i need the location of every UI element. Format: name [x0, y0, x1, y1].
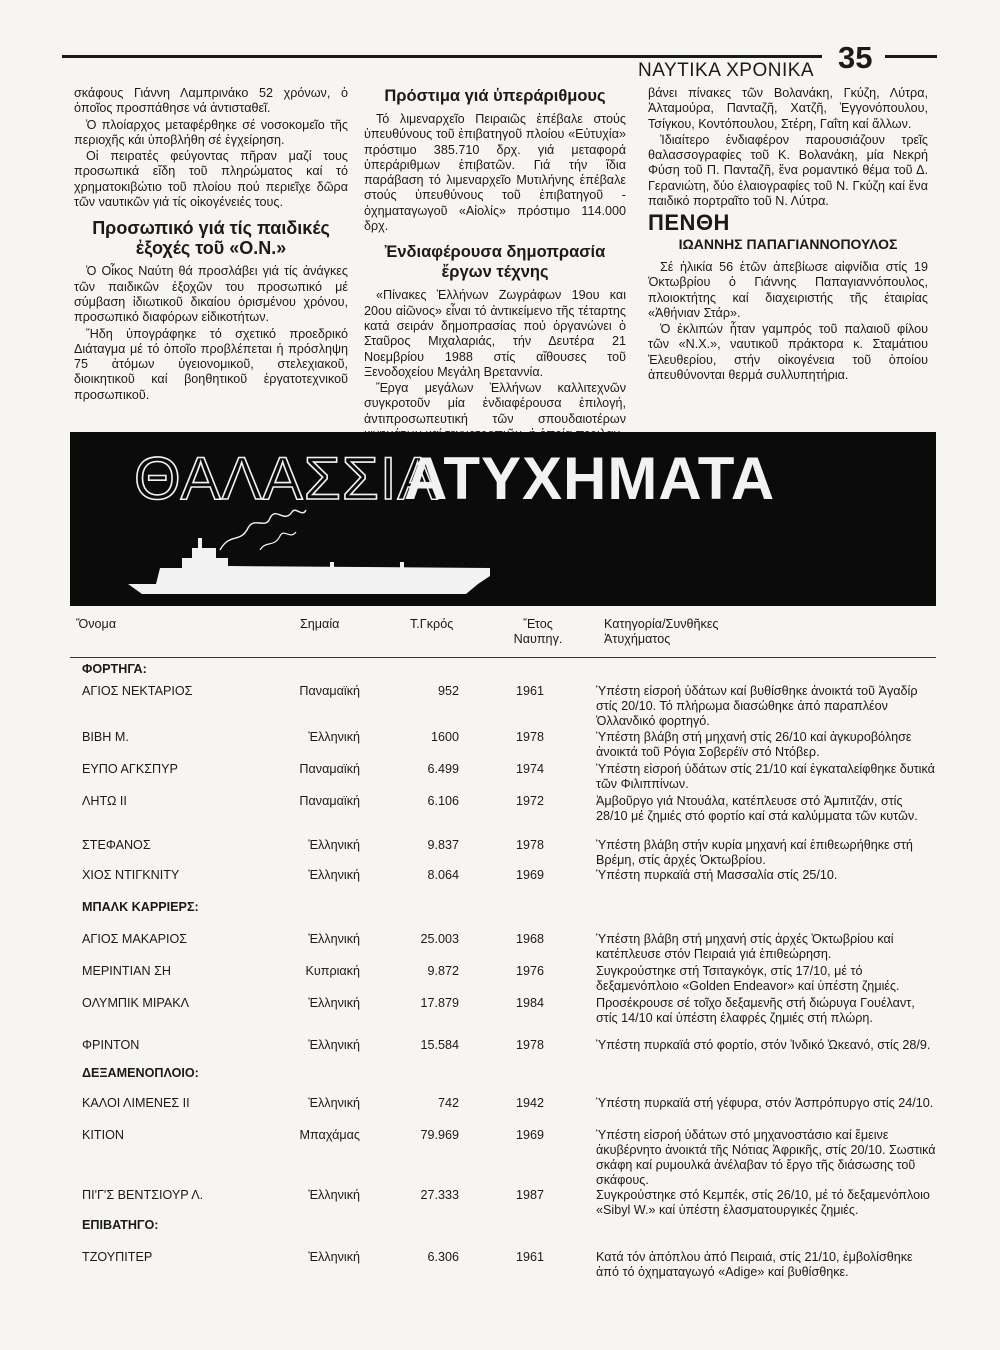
ship-year: 1974 — [515, 762, 545, 776]
ship-flag: Ἑλληνική — [308, 868, 360, 882]
ship-grt: 742 — [437, 1096, 459, 1110]
ship-name: ΚΙΤΙΟΝ — [82, 1128, 124, 1142]
banner-title-bold: ΑΤΥΧΗΜΑΤΑ — [404, 445, 776, 512]
ship-grt: 25.003 — [420, 932, 459, 946]
paragraph: Ὁ Οἶκος Ναύτη θά προσλάβει γιά τίς ἀνάγκες τῶν παιδικῶν ἐξοχῶν του προσωπικό μέ σύμβαση ἰδιωτικοῦ δικαίου ὁρισμένου χρόνου, προσωπικό διαφόρων εἰδικοτήτων. — [74, 264, 348, 325]
ship-name: ΚΑΛΟΙ ΛΙΜΕΝΕΣ ΙΙ — [82, 1096, 190, 1110]
category-bulk-carriers: ΜΠΑΛΚ ΚΑΡΡΙΕΡΣ: — [82, 900, 199, 914]
ship-flag: Ἑλληνική — [308, 996, 360, 1010]
accident-description: Ὑπέστη βλάβη στή μηχανή στίς ἀρχές Ὀκτωβρίου καί κατέπλευσε στόν Πειραιά γιά ἐπιθεώρηση. — [596, 932, 894, 961]
ship-year: 1961 — [515, 684, 545, 698]
column-header-description — [604, 617, 719, 647]
ship-grt: 6.106 — [427, 794, 459, 808]
ship-flag: Παναμαϊκή — [299, 762, 360, 776]
category-cargo: ΦΟΡΤΗΓΑ: — [82, 662, 147, 676]
ship-flag: Ἑλληνική — [308, 730, 360, 744]
paragraph: Σέ ἡλικία 56 ἐτῶν ἀπεβίωσε αἰφνίδια στίς 19 Ὀκτωβρίου ὁ Γιάννης Παπαγιαννόπουλος, πλοιοκτήτης καί διαχειριστής τῆς ἑταιρίας «Ἀθήνιαν Στάρ». — [648, 259, 928, 320]
ship-flag: Παναμαϊκή — [299, 794, 360, 808]
section-heading-obituaries: ΠΕΝΘΗ — [648, 210, 730, 236]
ship-name: ΕΥΠΟ ΑΓΚΣΠΥΡ — [82, 762, 178, 776]
ship-year: 1961 — [515, 1250, 545, 1264]
ship-year: 1942 — [515, 1096, 545, 1110]
paragraph: Ἔργα μεγάλων Ἑλλήνων καλλιτεχνῶν συγκροτοῦν μία ἐνδιαφέρουσα ἐπιλογή, ἀντιπροσωπευτική τῶν σπουδαιοτέρων — [364, 381, 626, 426]
column-header-flag: Σημαία — [300, 617, 340, 631]
section-banner — [70, 432, 936, 606]
ship-year: 1987 — [515, 1188, 545, 1202]
ship-grt: 6.306 — [427, 1250, 459, 1264]
ship-name: ΑΓΙΟΣ ΜΑΚΑΡΙΟΣ — [82, 932, 188, 946]
ship-flag: Ἑλληνική — [308, 932, 360, 946]
ship-grt: 79.969 — [420, 1128, 459, 1142]
ship-year: 1972 — [515, 794, 545, 808]
accident-description: Συγκρούστηκε στό Κεμπέκ, στίς 26/10, μέ τό δεξαμενόπλοιο «Sibyl W.» καί ὑπέστη ἐλασματουργικές ζημιές. — [596, 1188, 930, 1217]
ship-name: ΧΙΟΣ ΝΤΙΓΚΝΙΤΥ — [82, 868, 180, 882]
ship-grt: 1600 — [430, 730, 459, 744]
ship-year: 1968 — [515, 932, 545, 946]
accident-description: Ὑπέστη εἰσροή ὑδάτων στίς 21/10 καί ἐγκαταλείφθηκε δυτικά τῶν Φιλιππίνων. — [596, 762, 935, 791]
accident-description: Ὑπέστη πυρκαϊά στή γέφυρα, στόν Ἀσπρόπυργο στίς 24/10. — [596, 1096, 934, 1110]
obituary-name: ΙΩΑΝΝΗΣ ΠΑΠΑΓΙΑΝΝΟΠΟΥΛΟΣ — [678, 235, 898, 252]
column-header-year — [512, 617, 564, 647]
category-passenger: ΕΠΙΒΑΤΗΓΟ: — [82, 1218, 159, 1232]
category-tanker: ΔΕΞΑΜΕΝΟΠΛΟΙΟ: — [82, 1066, 199, 1080]
paragraph: σκάφους Γιάννη Λαμπρινάκο 52 χρόνων, ὁ ὁποῖος προσπάθησε νά ἀντισταθεῖ. — [74, 86, 348, 116]
paragraph: «Πίνακες Ἑλλήνων Ζωγράφων 19ου και 20ου αἰῶνος» εἶναι τό ἀντικείμενο τῆς τέταρτης κατά σειράν δημοπρασίας πού ὀργανώνει ὁ Σταῦρος Μιχαλαριάς, τήν Δευτέρα 21 Νοεμβρίου 1988 στίς αἴθουσες τοῦ Ξενοδοχείου Μεγάλη Βρεταννία. — [364, 288, 626, 379]
column-header-year-line-1: Ἔτος — [523, 617, 553, 631]
ship-grt: 952 — [437, 684, 459, 698]
column-header-name: Ὄνομα — [76, 617, 117, 631]
ship-year: 1978 — [515, 730, 545, 744]
ship-grt: 15.584 — [420, 1038, 459, 1052]
table-header-rule — [70, 657, 936, 658]
ship-grt: 27.333 — [420, 1188, 459, 1202]
accident-description: Ὑπέστη βλάβη στήν κυρία μηχανή καί ἐπιθεωρήθηκε στή Βρέμη, στίς ἀρχές Ὀκτωβρίου. — [596, 838, 913, 867]
ship-grt: 17.879 — [420, 996, 459, 1010]
ship-flag: Ἑλληνική — [308, 1096, 360, 1110]
paragraph: Ἰδιαίτερο ἐνδιαφέρον παρουσιάζουν τρεῖς θαλασσογραφίες τοῦ Κ. Βολανάκη, μία Νεκρή Φύση τοῦ Π. Πανταζῆ, ἕνα ρομαντικό θέμα τοῦ Δ. Γερανιώτη, δύο ἐλαιογραφίες τοῦ Ν. Γκύζη καί ἕνα παιδικό πορτραῖτο τοῦ Ν. Λύτρα. — [648, 132, 928, 209]
page-number: 35 — [838, 40, 873, 75]
ship-flag: Παναμαϊκή — [299, 684, 360, 698]
ship-flag: Κυπριακή — [305, 964, 360, 978]
header-rule-right — [885, 55, 937, 58]
ship-year: 1976 — [515, 964, 545, 978]
paragraph: Ἤδη ὑπογράφηκε τό σχετικό προεδρικό Διάταγμα μέ τό ὁποῖο προβλέπεται ἡ πρόσληψη 75 ἀτόμων ὑγειονομικοῦ, στελεχιακοῦ, διοικητικοῦ καί βοηθητικοῦ ἐργατοτεχνικοῦ προσωπικοῦ. — [74, 326, 348, 402]
accident-description: Ὑπέστη βλάβη στή μηχανή στίς 26/10 καί ἀγκυροβόλησε ἀνοικτά τοῦ Ρόγια Σοβερέϊν στό Ντόβερ. — [596, 730, 912, 759]
ship-name: ΑΓΙΟΣ ΝΕΚΤΑΡΙΟΣ — [82, 684, 193, 698]
paragraph: βάνει πίνακες τῶν Βολανάκη, Γκύζη, Λύτρα, Ἀλταμούρα, Πανταζῆ, Χατζῆ, Ἐγγονόπουλου, Τσίγκου, Κοντόπουλου, Στέρη, Γαΐτη καί ἄλλων. — [648, 86, 928, 131]
column-header-year-line-2: Ναυπηγ. — [513, 632, 563, 646]
ship-name: ΜΕΡΙΝΤΙΑΝ ΣΗ — [82, 964, 171, 978]
ship-flag: Ἑλληνική — [308, 1038, 360, 1052]
article-heading: Προσωπικό γιά τίς παιδικές ἐξοχές τοῦ «Ο.Ν.» — [92, 218, 330, 259]
ship-year: 1969 — [515, 1128, 545, 1142]
ship-flag: Μπαχάμας — [299, 1128, 360, 1142]
ship-grt: 9.837 — [427, 838, 459, 852]
ship-year: 1969 — [515, 868, 545, 882]
paragraph: Οἱ πειρατές φεύγοντας πῆραν μαζί τους προσωπικά εἴδη τοῦ πληρώματος καί τό χρηματοκιβώτιο τοῦ πλοίου πού περιεῖχε δῶρα τῶν ναυτικῶν γιά τίς οἰκογένειές τους. — [74, 149, 348, 210]
article-heading: Πρόστιμα γιά ὑπεράριθμους — [384, 87, 606, 105]
header-rule-left — [62, 55, 822, 58]
banner-title-thin: ΘΑΛΑΣΣΙΑ — [134, 445, 439, 512]
column-header-description-line-1: Κατηγορία/Συνθῆκες — [604, 617, 719, 631]
accident-description: Συγκρούστηκε στή Τσιταγκόγκ, στίς 17/10, μέ τό δεξαμενόπλοιο «Golden Endeavor» καί ὑπέστη ζημιές. — [596, 964, 900, 993]
paragraph: Ὁ ἐκλιπών ἦταν γαμπρός τοῦ παλαιοῦ φίλου τῶν «Ν.Χ.», ναυτικοῦ πράκτορα κ. Σταμάτιου Ἐλευθερίου, στήν οἰκογένεια τοῦ ὁποίου ἀπευθύνονται θερμά συλλυπητήρια. — [648, 322, 928, 383]
ship-name: ΦΡΙΝΤΟΝ — [82, 1038, 140, 1052]
article-column-1 — [74, 86, 348, 404]
burning-ship-icon — [70, 432, 936, 606]
ship-grt: 8.064 — [427, 868, 459, 882]
article-heading: Ἐνδιαφέρουσα δημοπρασία ἔργων τέχνης — [384, 243, 606, 282]
ship-year: 1984 — [515, 996, 545, 1010]
accident-description: Ὑπέστη εἰσροή ὑδάτων καί βυθίσθηκε ἀνοικτά τοῦ Ἀγαδίρ στίς 20/10. Τό πλήρωμα διασώθηκε ἀπό παραπλέον Ὁλλανδικό φορτηγό. — [596, 684, 918, 728]
ship-name: ΒΙΒΗ Μ. — [82, 730, 129, 744]
ship-name: ΛΗΤΩ ΙΙ — [82, 794, 127, 808]
ship-flag: Ἑλληνική — [308, 838, 360, 852]
accident-description: Ὑπέστη πυρκαϊά στό φορτίο, στόν Ἰνδικό Ὠκεανό, στίς 28/9. — [596, 1038, 931, 1052]
accident-description: Προσέκρουσε σέ τοῖχο δεξαμενῆς στή διώρυγα Γουέλαντ, στίς 14/10 καί ὑπέστη ἐλαφρές ζημιές στή πλώρη. — [596, 996, 915, 1025]
accident-description: Κατά τόν ἀπόπλου ἀπό Πειραιά, στίς 21/10, ἐμβολίσθηκε ἀπό τό ὀχηματαγωγό «Adige» καί βυθίσθηκε. — [596, 1250, 913, 1279]
ship-grt: 9.872 — [427, 964, 459, 978]
accident-description: Ὑπέστη πυρκαϊά στή Μασσαλία στίς 25/10. — [596, 868, 838, 882]
ship-year: 1978 — [515, 838, 545, 852]
column-header-description-line-2: Ἀτυχήματος — [604, 632, 671, 646]
ship-name: ΤΖΟΥΠΙΤΕΡ — [82, 1250, 153, 1264]
column-header-grt: Τ.Γκρός — [410, 617, 454, 631]
ship-year: 1978 — [515, 1038, 545, 1052]
magazine-title: ΝΑΥΤΙΚΑ ΧΡΟΝΙΚΑ — [638, 60, 815, 81]
article-column-2 — [364, 86, 626, 443]
article-column-3 — [648, 86, 928, 384]
accident-description: Ὑπέστη εἰσροή ὑδάτων στό μηχανοστάσιο καί ἔμεινε ἀκυβέρνητο ἀνοικτά τῆς Νότιας Ἀφρικῆς, στίς 20/10. Σωστικά σκάφη καί ρυμουλκά ἀνέλαβαν τό ἔργο τῆς διάσωσης τοῦ σκάφους. — [596, 1128, 936, 1187]
accident-description: Ἀμβοῦργο γιά Ντουάλα, κατέπλευσε στό Ἀμπιτζάν, στίς 28/10 μέ ζημιές στό φορτίο καί στά καλύμματα τῶν κυτῶν. — [596, 794, 918, 823]
ship-grt: 6.499 — [427, 762, 459, 776]
ship-flag: Ἑλληνική — [308, 1250, 360, 1264]
ship-flag: Ἑλληνική — [308, 1188, 360, 1202]
ship-name: ΣΤΕΦΑΝΟΣ — [82, 838, 151, 852]
paragraph: Ὁ πλοίαρχος μεταφέρθηκε σέ νοσοκομεῖο τῆς περιοχῆς κάι ὑποβλήθη σέ ἐγχείρηση. — [74, 117, 348, 147]
paragraph: Τό λιμεναρχεῖο Πειραιῶς ἐπέβαλε στούς ὑπευθύνους τοῦ ἐπιβατηγοῦ πλοίου «Εὐτυχία» πρόστιμο 385.710 δρχ. γιά μεταφορά ὑπεράριθμων ἐπιβατῶν. Γιά τήν ἴδια παράβαση τό λιμεναρχεῖο Μυτιλήνης ἐπέβαλε στούς ὑπευθύνους τοῦ ἐπιβατηγοῦ - ὀχηματαγωγοῦ «Αἰολίς» πρόστιμο 114.000 δρχ. — [364, 112, 626, 234]
ship-name: ΟΛΥΜΠΙΚ ΜΙΡΑΚΛ — [82, 996, 190, 1010]
ship-name: ΠΙ'Γ'Σ ΒΕΝΤΣΙΟΥΡ Λ. — [82, 1188, 204, 1202]
